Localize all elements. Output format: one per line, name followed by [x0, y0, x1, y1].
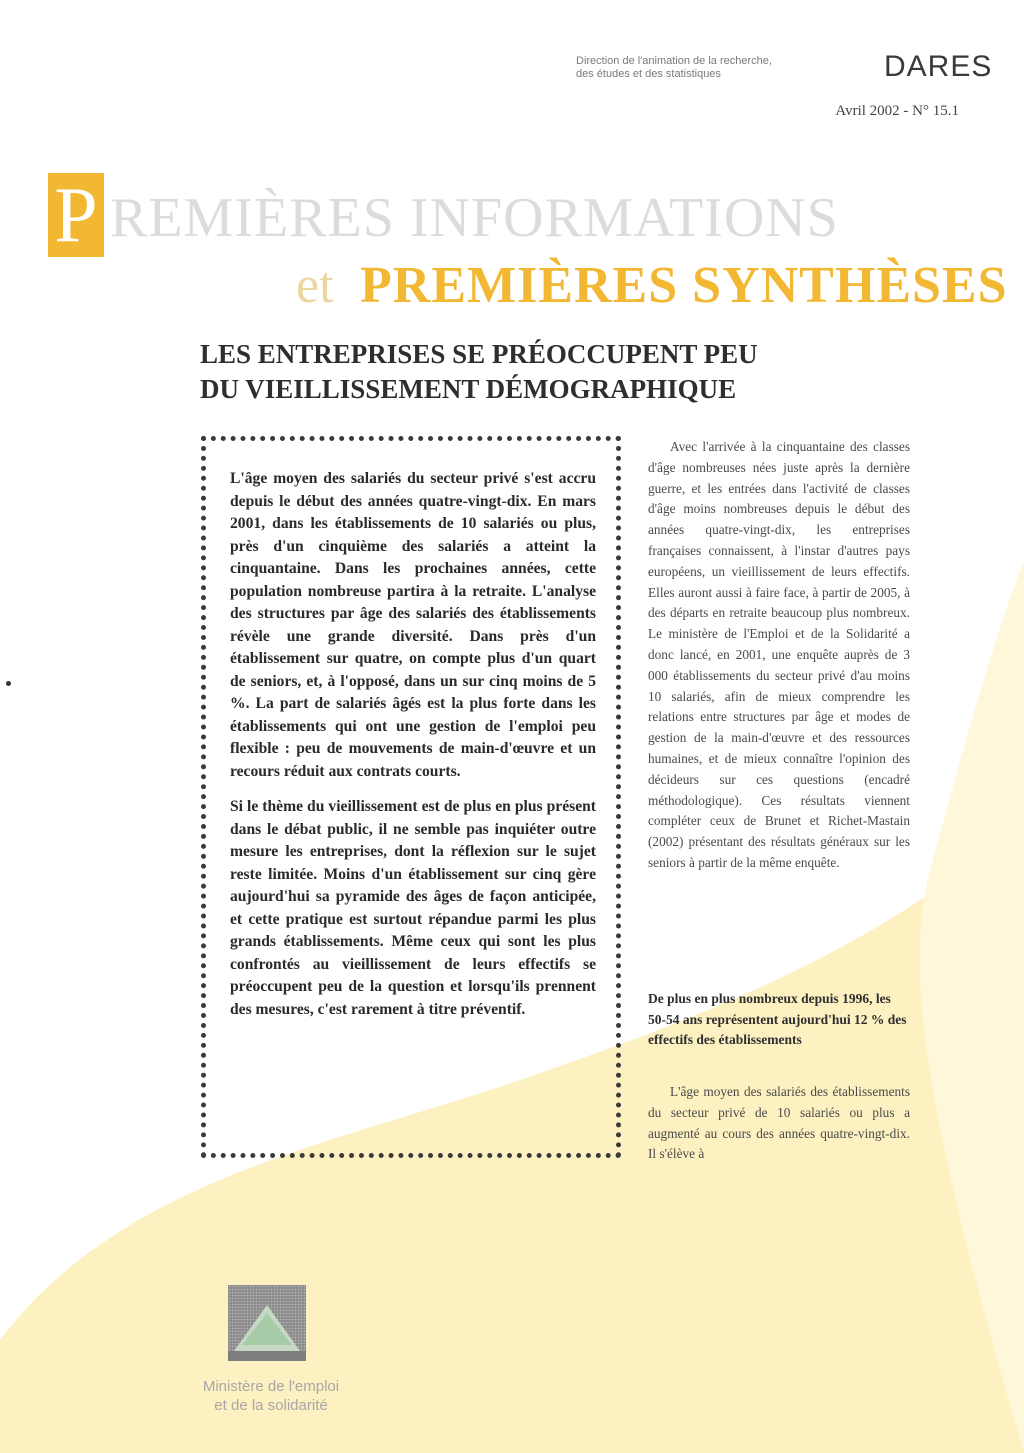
body-column-intro	[648, 437, 910, 874]
summary-paragraph: L'âge moyen des salariés du secteur privé s'est accru depuis le début des années quatre-vingt-dix. En mars 2001, dans les établissements de 10 salariés ou plus, près d'un cinquième des salariés a atteint la cinquantaine. Dans les prochaines années, cette population nombreuse partira à la retraite. L'analyse des structures par âge des salariés des établissements révèle une grande diversité. Dans près d'un établissement sur quatre, on compte plus d'un quart de seniors, et, à l'opposé, dans un sur cinq moins de 5 %. La part de salariés âgés est la plus forte dans les établissements qui ont une gestion de l'emploi peu flexible : peu de mouvements de main-d'œuvre et un recours réduit aux contrats courts.	[230, 470, 596, 780]
article-headline	[200, 337, 900, 407]
masthead-initial: P	[54, 171, 98, 258]
masthead-title-line1: REMIÈRES INFORMATIONS	[110, 187, 839, 249]
headline-line2: DU VIEILLISSEMENT DÉMOGRAPHIQUE	[200, 374, 737, 404]
summary-paragraph: Si le thème du vieillissement est de plus en plus présent dans le débat public, il ne semble pas inquiéter outre mesure les entreprises, dont la réflexion sur le sujet reste limitée. Moins d'un établissement sur cinq gère aujourd'hui sa pyramide des âges de façon anticipée, et cette pratique est surtout répandue parmi les plus grands établissements. Même ceux qui sont les plus confrontés au vieillissement de leurs effectifs se préoccupent peu de la question et lorsqu'ils prennent des mesures, c'est rarement à titre préventif.	[230, 798, 596, 1018]
summary-text	[230, 468, 596, 1034]
ministry-logo	[228, 1285, 306, 1361]
section-subheading: De plus en plus nombreux depuis 1996, les 50-54 ans représentent aujourd'hui 12 % des effectifs des établissements	[648, 991, 907, 1047]
org-name-line1: Direction de l'animation de la recherche,	[576, 55, 772, 67]
issue-date-number: Avril 2002 - N° 15.1	[835, 103, 959, 119]
ministry-name-line2: et de la solidarité	[214, 1397, 328, 1414]
body-column-continuation	[648, 1082, 910, 1165]
body-paragraph: Avec l'arrivée à la cinquantaine des classes d'âge nombreuses nées juste après la dernière guerre, et les entrées dans l'activité de classes d'âge moins nombreuses depuis le début des années quatre-vingt-dix, les entreprises françaises connaissent, à l'instar d'autres pays européens, un vieillissement de leurs effectifs. Elles auront aussi à faire face, à partir de 2005, à des départs en retraite beaucoup plus nombreux. Le ministère de l'Emploi et de la Solidarité a donc lancé, en 2001, une enquête auprès de 3 000 établissements du secteur privé d'au moins 10 salariés, afin de mieux comprendre les relations entre structures par âge et modes de gestion de la main-d'œuvre et des ressources humaines, et de mieux connaître l'opinion des décideurs sur ces questions (encadré méthodologique). Ces résultats viennent compléter ceux de Brunet et Richet-Mastain (2002) présentant des résultats généraux sur les seniors à partir de la même enquête.	[648, 439, 910, 870]
scan-speck	[6, 681, 11, 686]
masthead-title-line2: PREMIÈRES SYNTHÈSES	[360, 257, 1008, 314]
dares-brand: DARES	[884, 50, 993, 83]
ministry-name-line1: Ministère de l'emploi	[202, 1378, 340, 1395]
masthead-connector: et	[296, 257, 334, 314]
org-name-line2: des études et des statistiques	[576, 68, 721, 80]
ministry-name	[176, 1377, 366, 1415]
body-paragraph: L'âge moyen des salariés des établissements du secteur privé de 10 salariés ou plus a augmenté au cours des années quatre-vingt-dix. Il s'élève à	[648, 1084, 910, 1162]
headline-line1: LES ENTREPRISES SE PRÉOCCUPENT PEU	[200, 339, 758, 369]
